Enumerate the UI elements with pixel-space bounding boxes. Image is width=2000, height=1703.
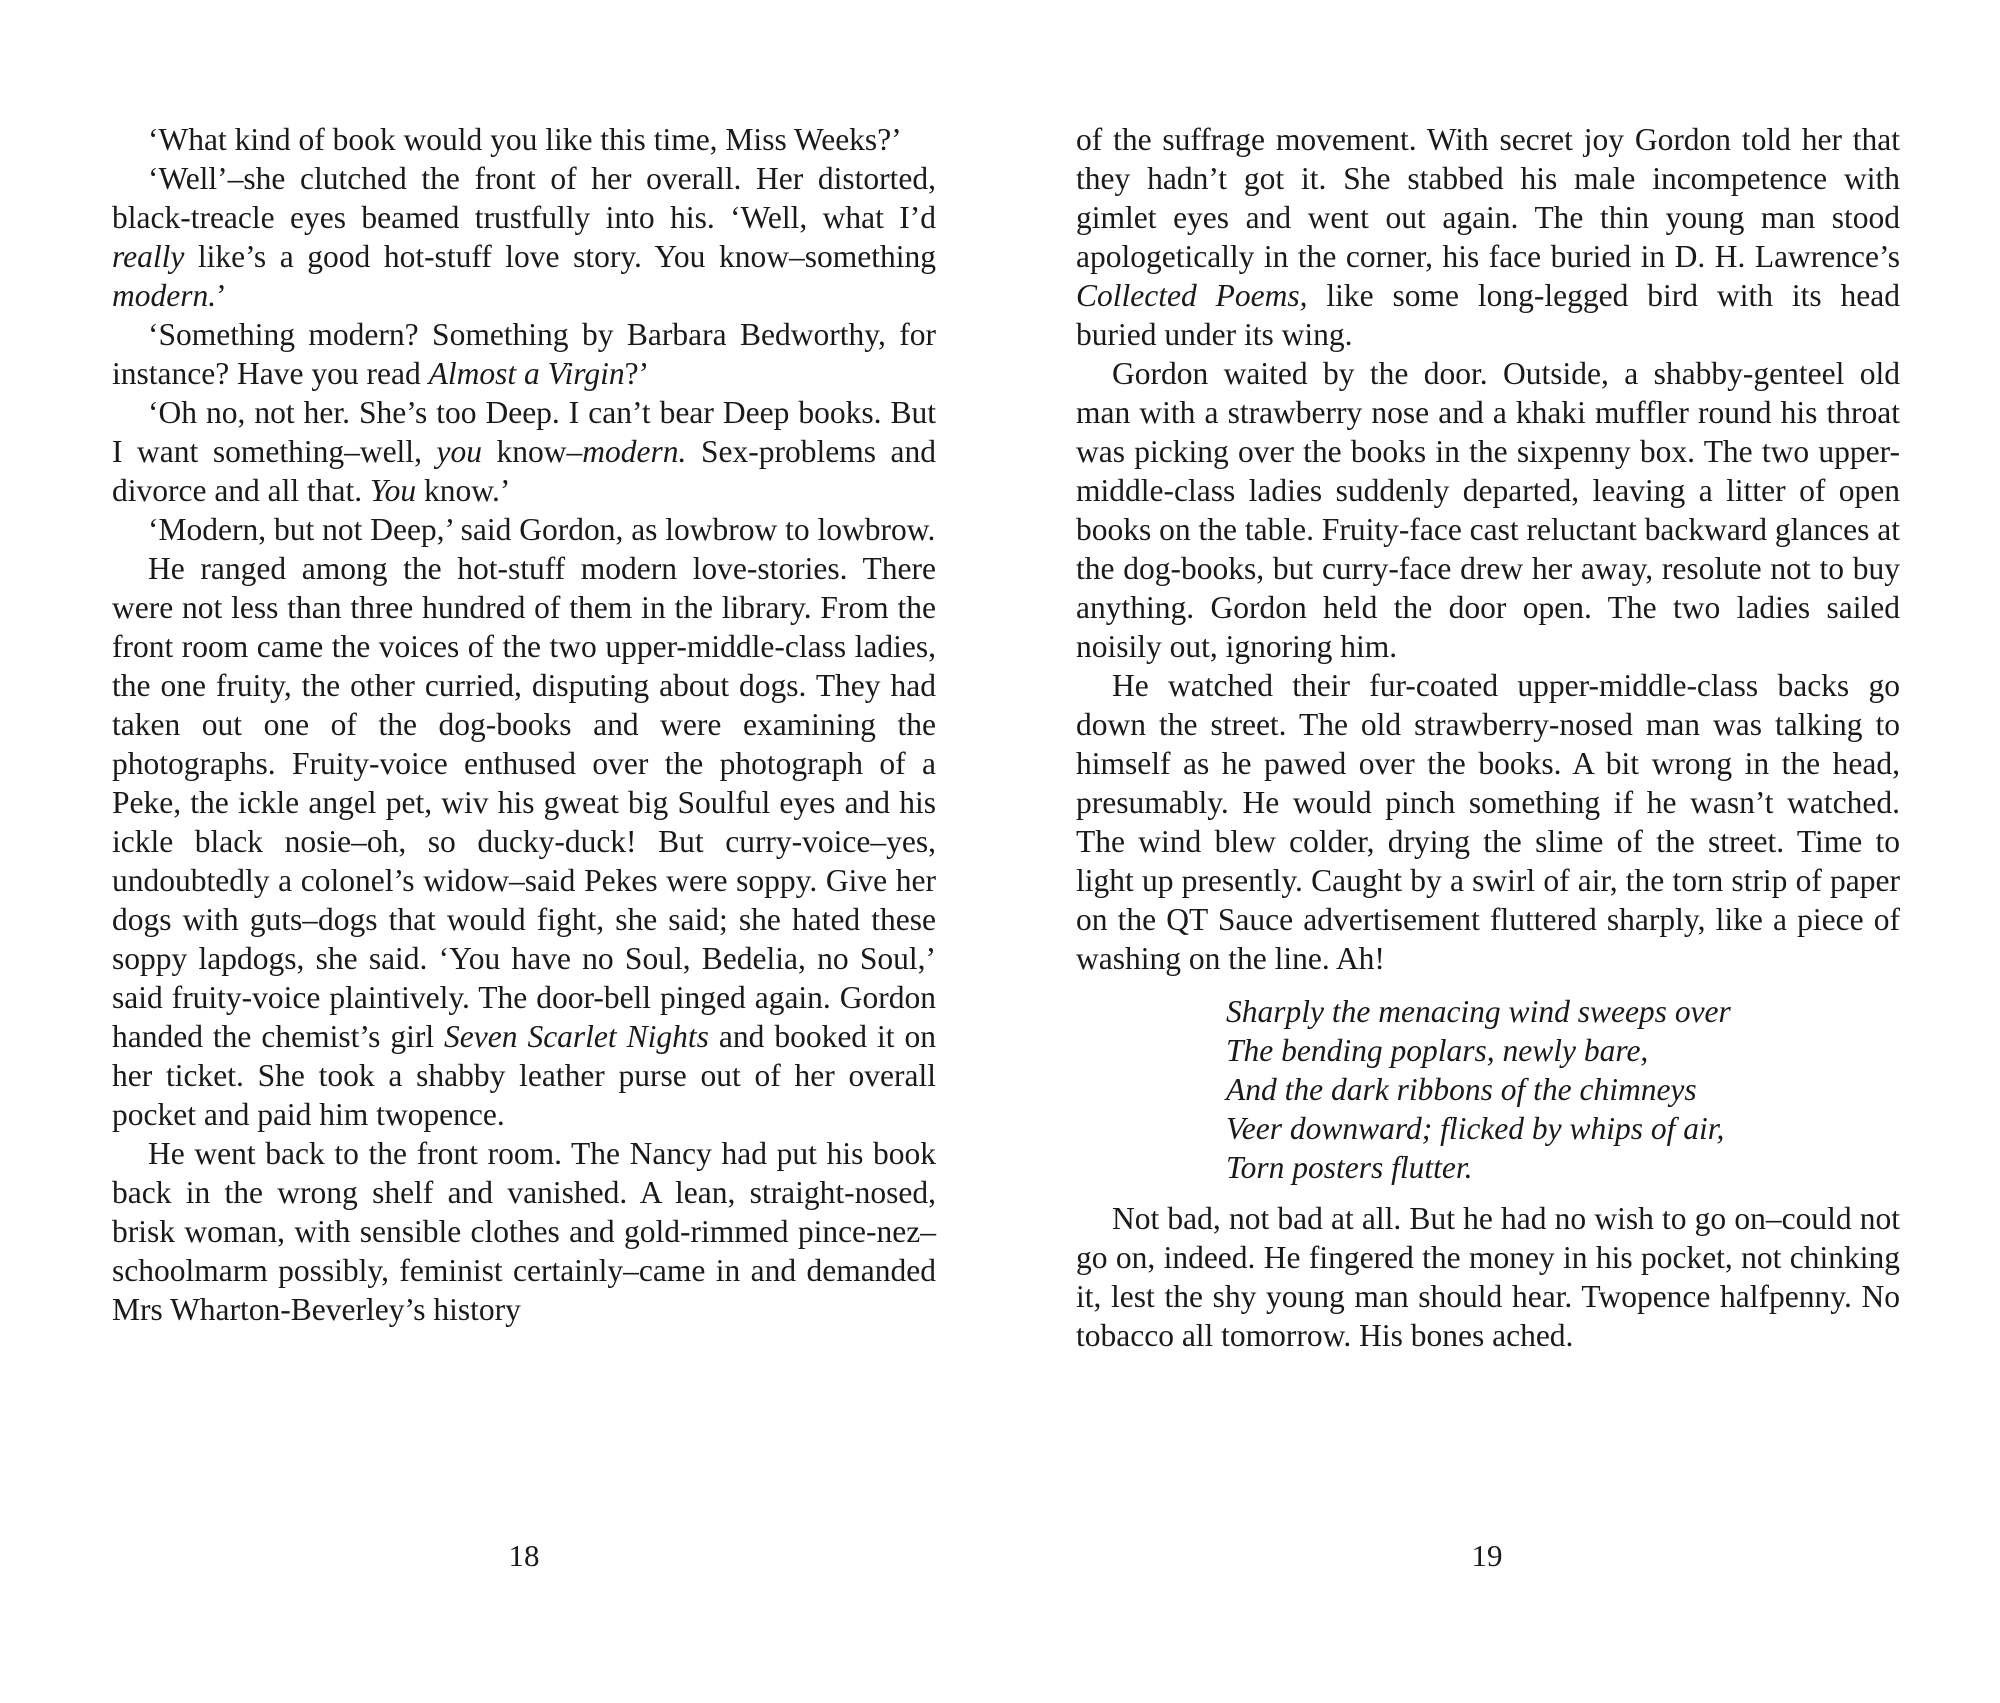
paragraph: ‘Something modern? Something by Barbara Bedworthy, for instance? Have you read Almost a Virgin?’ (112, 317, 936, 391)
poem-line: Sharply the menacing wind sweeps over (1226, 994, 1731, 1029)
page-number-left: 18 (508, 1538, 540, 1573)
paragraph: of the suffrage movement. With secret joy Gordon told her that they hadn’t got it. She stabbed his male incompetence with gimlet eyes and went out again. The thin young man stood apologetically in the corner, his face buried in D. H. Lawrence’s Collected Poems, like some long-legged bird with its head buried under its wing. (1076, 122, 1900, 352)
poem-line: And the dark ribbons of the chimneys (1226, 1072, 1697, 1107)
left-page (112, 120, 936, 1329)
italic-title: Almost a Virgin (428, 356, 625, 391)
italic-title: modern. (112, 278, 217, 313)
paragraph: Not bad, not bad at all. But he had no wish to go on–could not go on, indeed. He fingered the money in his pocket, not chinking it, lest the shy young man should hear. Twopence halfpenny. No tobacco all tomorrow. His bones ached. (1076, 1201, 1900, 1353)
paragraph: ‘Oh no, not her. She’s too Deep. I can’t bear Deep books. But I want something–well, you know–modern. Sex-problems and divorce and all that. You know.’ (112, 395, 936, 508)
paragraph: He ranged among the hot-stuff modern love-stories. There were not less than three hundred of them in the library. From the front room came the voices of the two upper-middle-class ladies, the one fruity, the other curried, disputing about dogs. They had taken out one of the dog-books and were examining the photographs. Fruity-voice enthused over the photograph of a Peke, the ickle angel pet, wiv his gweat big Soulful eyes and his ickle black nosie–oh, so ducky-duck! But curry-voice–yes, undoubtedly a colonel’s widow–said Pekes were soppy. Give her dogs with guts–dogs that would fight, she said; she hated these soppy lapdogs, she said. ‘You have no Soul, Bedelia, no Soul,’ said fruity-voice plaintively. The door-bell pinged again. Gordon handed the chemist’s girl Seven Scarlet Nights and booked it on her ticket. She took a shabby leather purse out of her overall pocket and paid him twopence. (112, 551, 936, 1132)
italic-title: You (370, 473, 417, 508)
paragraph: ‘Modern, but not Deep,’ said Gordon, as lowbrow to lowbrow. (148, 512, 936, 547)
poem-line: Veer downward; flicked by whips of air, (1226, 1111, 1725, 1146)
poem-line: Torn posters flutter. (1226, 1150, 1473, 1185)
page-number-right: 19 (1471, 1538, 1503, 1573)
paragraph: ‘What kind of book would you like this time, Miss Weeks?’ (148, 122, 902, 157)
left-page-text (112, 120, 936, 1329)
italic-title: Collected Poems, (1076, 278, 1308, 313)
italic-title: you (436, 434, 482, 469)
italic-title: really (112, 239, 185, 274)
paragraph: Gordon waited by the door. Outside, a shabby-genteel old man with a strawberry nose and a khaki muffler round his throat was picking over the books in the sixpenny box. The two upper-middle-class ladies suddenly departed, leaving a litter of open books on the table. Fruity-face cast reluctant backward glances at the dog-books, but curry-face drew her away, resolute not to buy anything. Gordon held the door open. The two ladies sailed noisily out, ignoring him. (1076, 356, 1900, 664)
right-page-text-before-poem (1076, 120, 1900, 978)
paragraph: ‘Well’–she clutched the front of her overall. Her distorted, black-treacle eyes beamed trustfully into his. ‘Well, what I’d really like’s a good hot-stuff love story. You know–something modern.’ (112, 161, 936, 313)
italic-title: Seven Scarlet Nights (444, 1019, 709, 1054)
italic-title: modern. (582, 434, 687, 469)
poem-line: The bending poplars, newly bare, (1226, 1033, 1649, 1068)
right-page-text-after-poem (1076, 1199, 1900, 1355)
right-page (1076, 120, 1900, 1355)
paragraph: He watched their fur-coated upper-middle-class backs go down the street. The old strawberry-nosed man was talking to himself as he pawed over the books. A bit wrong in the head, presumably. He would pinch something if he wasn’t watched. The wind blew colder, drying the slime of the street. Time to light up presently. Caught by a swirl of air, the torn strip of paper on the QT Sauce advertisement fluttered sharply, like a piece of washing on the line. Ah! (1076, 668, 1900, 976)
paragraph: He went back to the front room. The Nancy had put his book back in the wrong shelf and vanished. A lean, straight-nosed, brisk woman, with sensible clothes and gold-rimmed pince-nez–schoolmarm possibly, feminist certainly–came in and demanded Mrs Wharton-Beverley’s history (112, 1136, 936, 1327)
poem-stanza (1226, 992, 1900, 1187)
